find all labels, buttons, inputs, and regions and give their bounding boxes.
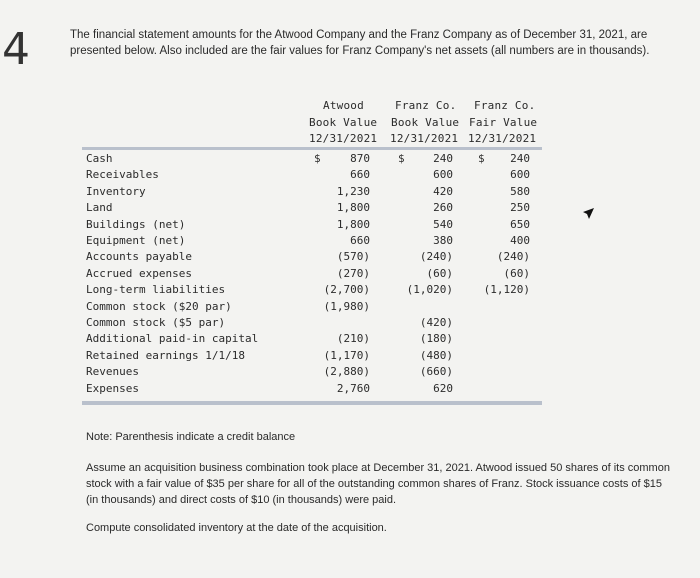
row-label: Receivables [86, 168, 159, 182]
atwood-book-value: (1,980) [323, 299, 370, 313]
table-row [86, 382, 546, 398]
table-bottom-rule [82, 401, 542, 405]
franz-book-value: (480) [419, 348, 453, 362]
franz-book-value: 620 [433, 381, 453, 395]
table-row [86, 349, 546, 365]
franz-book-value: 260 [433, 201, 453, 215]
table-row [86, 332, 546, 348]
assumption-text: Assume an acquisition business combination took place at December 31, 2021. Atwood issued 50 shares of its common stock with a fair value of $35 per share for all of the outstanding common shares of Franz. Stock issuance costs of $15 (in thousands) and direct costs of $10 (in thousands) were paid. [86, 462, 670, 506]
header-date-3: 12/31/2021 [468, 132, 537, 145]
franz-fair-value: 400 [510, 234, 530, 247]
table-row [86, 234, 546, 250]
atwood-book-value: (1,170) [323, 348, 370, 362]
franz-book-value: 380 [433, 234, 453, 247]
franz-fair-value: 250 [510, 201, 530, 215]
franz-fair-value: (1,120) [483, 283, 530, 297]
table-row [86, 218, 546, 234]
header-book-value-2: Book Value [391, 116, 460, 129]
table-row [86, 168, 546, 184]
franz-fair-value: 600 [510, 168, 530, 182]
table-row [86, 185, 546, 201]
atwood-book-value: (270) [336, 266, 370, 280]
row-label: Long-term liabilities [86, 283, 226, 297]
table-row [86, 283, 546, 299]
franz-book-value: (60) [426, 266, 453, 280]
header-atwood: Atwood [323, 99, 364, 112]
atwood-book-value: 1,800 [336, 217, 370, 231]
franz-book-value: 240 [433, 152, 453, 165]
atwood-book-value: (2,880) [323, 365, 370, 379]
franz-fair-value: (240) [496, 250, 530, 264]
note-text: Note: Parenthesis indicate a credit balance [86, 431, 296, 443]
franz-fair-value: (60) [503, 266, 530, 280]
task-text: Compute consolidated inventory at the date of the acquisition. [86, 522, 387, 534]
franz-book-value: (240) [419, 250, 453, 264]
row-label: Common stock ($20 par) [86, 299, 232, 313]
row-label: Expenses [86, 381, 139, 395]
table-top-rule [82, 147, 542, 150]
row-label: Accounts payable [86, 250, 192, 264]
row-label: Land [86, 201, 113, 215]
header-date-1: 12/31/2021 [309, 132, 378, 145]
dollar-sign: $ [398, 152, 405, 165]
atwood-book-value: 870 [350, 152, 370, 165]
dollar-sign: $ [478, 152, 485, 165]
franz-book-value: (420) [419, 316, 453, 329]
question-number: 4 [2, 24, 30, 75]
table-row [86, 267, 546, 283]
franz-book-value: (180) [419, 332, 453, 346]
atwood-book-value: (570) [336, 250, 370, 264]
franz-book-value: 540 [433, 217, 453, 231]
mouse-cursor-icon [581, 207, 595, 221]
franz-book-value: 600 [433, 168, 453, 182]
header-franz-fair: Franz Co. [474, 99, 536, 112]
franz-fair-value: 580 [510, 184, 530, 198]
table-row [86, 300, 546, 316]
row-label: Equipment (net) [86, 234, 186, 247]
row-label: Common stock ($5 par) [86, 316, 226, 329]
table-row [86, 316, 546, 332]
atwood-book-value: (2,700) [323, 283, 370, 297]
table-row [86, 152, 546, 168]
table-row [86, 250, 546, 266]
franz-fair-value: 650 [510, 217, 530, 231]
row-label: Additional paid-in capital [86, 332, 259, 346]
atwood-book-value: 1,230 [336, 184, 370, 198]
atwood-book-value: 2,760 [336, 381, 370, 395]
dollar-sign: $ [314, 152, 321, 165]
atwood-book-value: 660 [350, 234, 370, 247]
header-book-value-1: Book Value [309, 116, 378, 129]
atwood-book-value: 660 [350, 168, 370, 182]
table-row [86, 201, 546, 217]
table-row [86, 365, 546, 381]
franz-book-value: (1,020) [406, 283, 453, 297]
row-label: Revenues [86, 365, 139, 379]
franz-fair-value: 240 [510, 152, 530, 165]
atwood-book-value: 1,800 [336, 201, 370, 215]
franz-book-value: 420 [433, 184, 453, 198]
row-label: Buildings (net) [86, 217, 186, 231]
atwood-book-value: (210) [336, 332, 370, 346]
header-fair-value: Fair Value [469, 116, 538, 129]
row-label: Cash [86, 152, 113, 165]
header-franz-book: Franz Co. [395, 99, 457, 112]
row-label: Retained earnings 1/1/18 [86, 348, 245, 362]
header-date-2: 12/31/2021 [390, 132, 459, 145]
intro-text: The financial statement amounts for the Atwood Company and the Franz Company as of December 31, 2021, are presented below. Also included are the fair values for Franz Company's net assets (all numbers are in thousands). [70, 29, 650, 57]
franz-book-value: (660) [419, 365, 453, 379]
row-label: Accrued expenses [86, 266, 192, 280]
row-label: Inventory [86, 184, 146, 198]
